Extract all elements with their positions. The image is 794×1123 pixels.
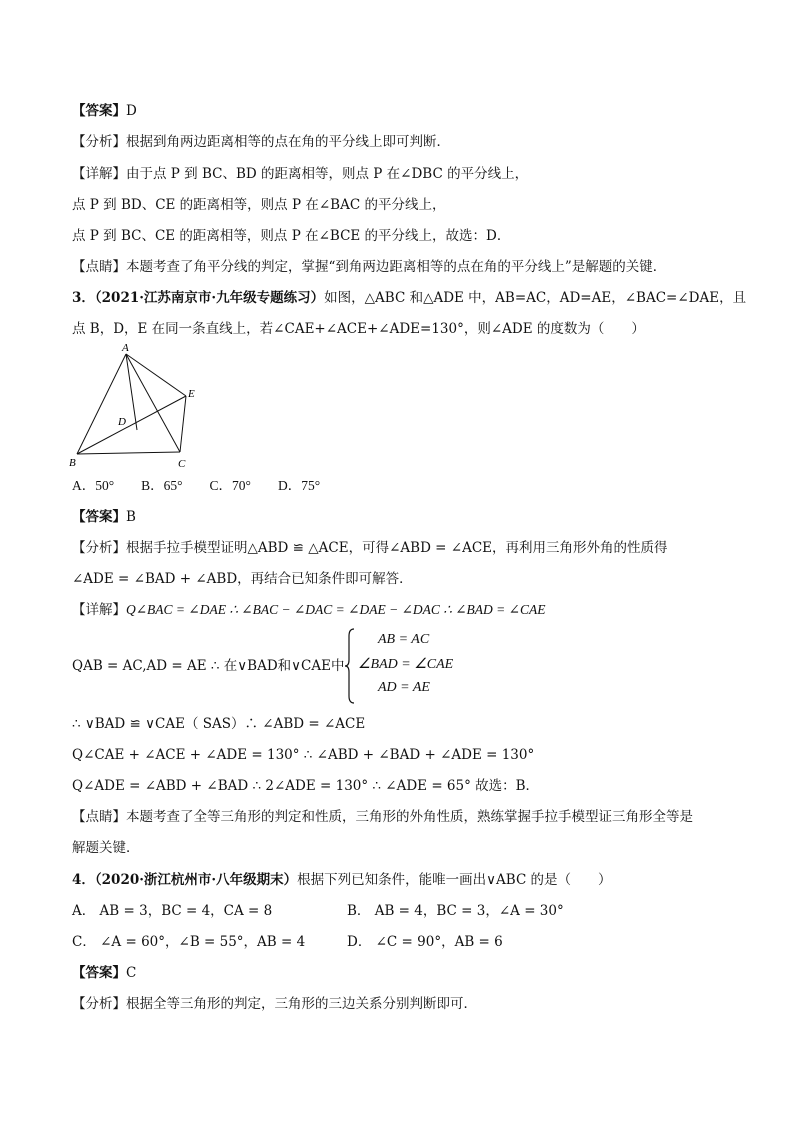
detail-text: 由于点 P 到 BC、BD 的距离相等，则点 P 在∠DBC 的平分线上， bbox=[126, 166, 529, 182]
q3-options: A．50° B．65° C．70° D．75° bbox=[72, 478, 321, 493]
comment-tag: 【点睛】 bbox=[72, 259, 126, 275]
q3-detail-line-5: Q∠ADE = ∠ABD + ∠BAD ∴ 2∠ADE = 130° ∴ ∠ADE = 65° 故选：B． bbox=[72, 778, 540, 794]
case-line-2: ∠BAD = ∠CAE bbox=[358, 657, 454, 672]
answer-tag: 【答案】 bbox=[72, 965, 126, 981]
analysis-tag: 【分析】 bbox=[72, 540, 126, 556]
detail-math: Q∠BAC = ∠DAE ∴ ∠BAC − ∠DAC = ∠DAE − ∠DAC ∴ ∠BAD = ∠CAE bbox=[126, 602, 546, 617]
q4-option-c: C． ∠A = 60°，∠B = 55°，AB = 4 bbox=[72, 934, 306, 950]
case-line-1: AB = AC bbox=[378, 632, 430, 647]
question-number: 4． bbox=[72, 872, 95, 888]
analysis-tag: 【分析】 bbox=[72, 134, 126, 150]
analysis-text: 根据全等三角形的判定，三角形的三边关系分别判断即可． bbox=[126, 996, 477, 1012]
q3-comment-line-2: 解题关键． bbox=[72, 840, 140, 856]
analysis-tag: 【分析】 bbox=[72, 996, 126, 1012]
q3-analysis-line-1 bbox=[72, 538, 668, 558]
comment-tag: 【点睛】 bbox=[72, 809, 126, 825]
q4-analysis-line bbox=[72, 994, 477, 1014]
q2-detail-line-3: 点 P 到 BC、CE 的距离相等，则点 P 在∠BCE 的平分线上，故选：D． bbox=[72, 228, 511, 244]
q3-comment-line-1 bbox=[72, 807, 693, 827]
case-line-3: AD = AE bbox=[378, 680, 430, 695]
q3-stem-line-2: 点 B，D，E 在同一条直线上，若∠CAE+∠ACE+∠ADE=130°，则∠ADE 的度数为（ ） bbox=[72, 321, 645, 337]
comment-text: 本题考查了角平分线的判定，掌握“到角两边距离相等的点在角的平分线上”是解题的关键． bbox=[126, 259, 667, 275]
q3-analysis-line-2: ∠ADE = ∠BAD + ∠ABD，再结合已知条件即可解答． bbox=[72, 571, 413, 587]
segment-ad bbox=[126, 354, 137, 430]
question-stem: 如图，△ABC 和△ADE 中，AB=AC，AD=AE，∠BAC=∠DAE，且 bbox=[324, 290, 747, 306]
label-a: A bbox=[122, 342, 129, 354]
q2-comment-line bbox=[72, 257, 666, 277]
q3-answer-line bbox=[72, 507, 136, 527]
analysis-text: 根据到角两边距离相等的点在角的平分线上即可判断． bbox=[126, 134, 450, 150]
question-source: （2020·浙江杭州市·八年级期末） bbox=[94, 872, 298, 888]
q4-stem-line bbox=[72, 870, 612, 890]
label-b: B bbox=[69, 457, 76, 469]
label-e: E bbox=[188, 388, 195, 400]
q2-detail-line-1 bbox=[72, 164, 528, 184]
detail-tag: 【详解】 bbox=[72, 602, 126, 618]
geometry-figure bbox=[66, 340, 206, 475]
q2-answer-line bbox=[72, 101, 137, 121]
answer-value: C bbox=[126, 965, 137, 981]
label-c: C bbox=[178, 458, 186, 470]
q3-stem-line-1 bbox=[72, 288, 746, 308]
segment-ec bbox=[180, 396, 186, 452]
answer-tag: 【答案】 bbox=[72, 509, 126, 525]
segment-ae bbox=[126, 354, 186, 396]
answer-tag: 【答案】 bbox=[72, 103, 126, 119]
q4-option-d: D． ∠C = 90°，AB = 6 bbox=[347, 934, 503, 950]
left-brace bbox=[345, 628, 355, 704]
segment-be bbox=[77, 396, 186, 454]
q4-option-a: A． AB = 3，BC = 4，CA = 8 bbox=[72, 903, 273, 919]
q4-answer-line bbox=[72, 963, 136, 983]
detail-tag: 【详解】 bbox=[72, 166, 126, 182]
segment-bc bbox=[77, 452, 180, 454]
q2-detail-line-2: 点 P 到 BD、CE 的距离相等，则点 P 在∠BAC 的平分线上， bbox=[72, 197, 446, 213]
question-source: （2021·江苏南京市·九年级专题练习） bbox=[94, 290, 325, 306]
q4-option-b: B． AB = 4，BC = 3，∠A = 30° bbox=[347, 903, 564, 919]
answer-value: D bbox=[126, 103, 137, 119]
q2-analysis-line bbox=[72, 132, 450, 152]
q3-detail-line-2: QAB = AC,AD = AE ∴ 在∨BAD和∨CAE中 bbox=[72, 658, 345, 674]
question-stem: 根据下列已知条件，能唯一画出∨ABC 的是（ ） bbox=[297, 872, 612, 888]
question-number: 3． bbox=[72, 290, 95, 306]
q3-detail-line-1 bbox=[72, 600, 545, 620]
label-d: D bbox=[118, 416, 126, 428]
analysis-text: 根据手拉手模型证明△ABD ≌ △ACE，可得∠ABD = ∠ACE，再利用三角形外角的性质得 bbox=[126, 540, 668, 556]
answer-value: B bbox=[126, 509, 136, 525]
q3-detail-line-4: Q∠CAE + ∠ACE + ∠ADE = 130° ∴ ∠ABD + ∠BAD + ∠ADE = 130° bbox=[72, 747, 535, 763]
comment-text: 本题考查了全等三角形的判定和性质，三角形的外角性质，熟练掌握手拉手模型证三角形全等是 bbox=[126, 809, 693, 825]
q3-detail-line-3: ∴ ∨BAD ≌ ∨CAE（ SAS）∴ ∠ABD = ∠ACE bbox=[72, 716, 366, 732]
segment-ab bbox=[77, 354, 126, 454]
